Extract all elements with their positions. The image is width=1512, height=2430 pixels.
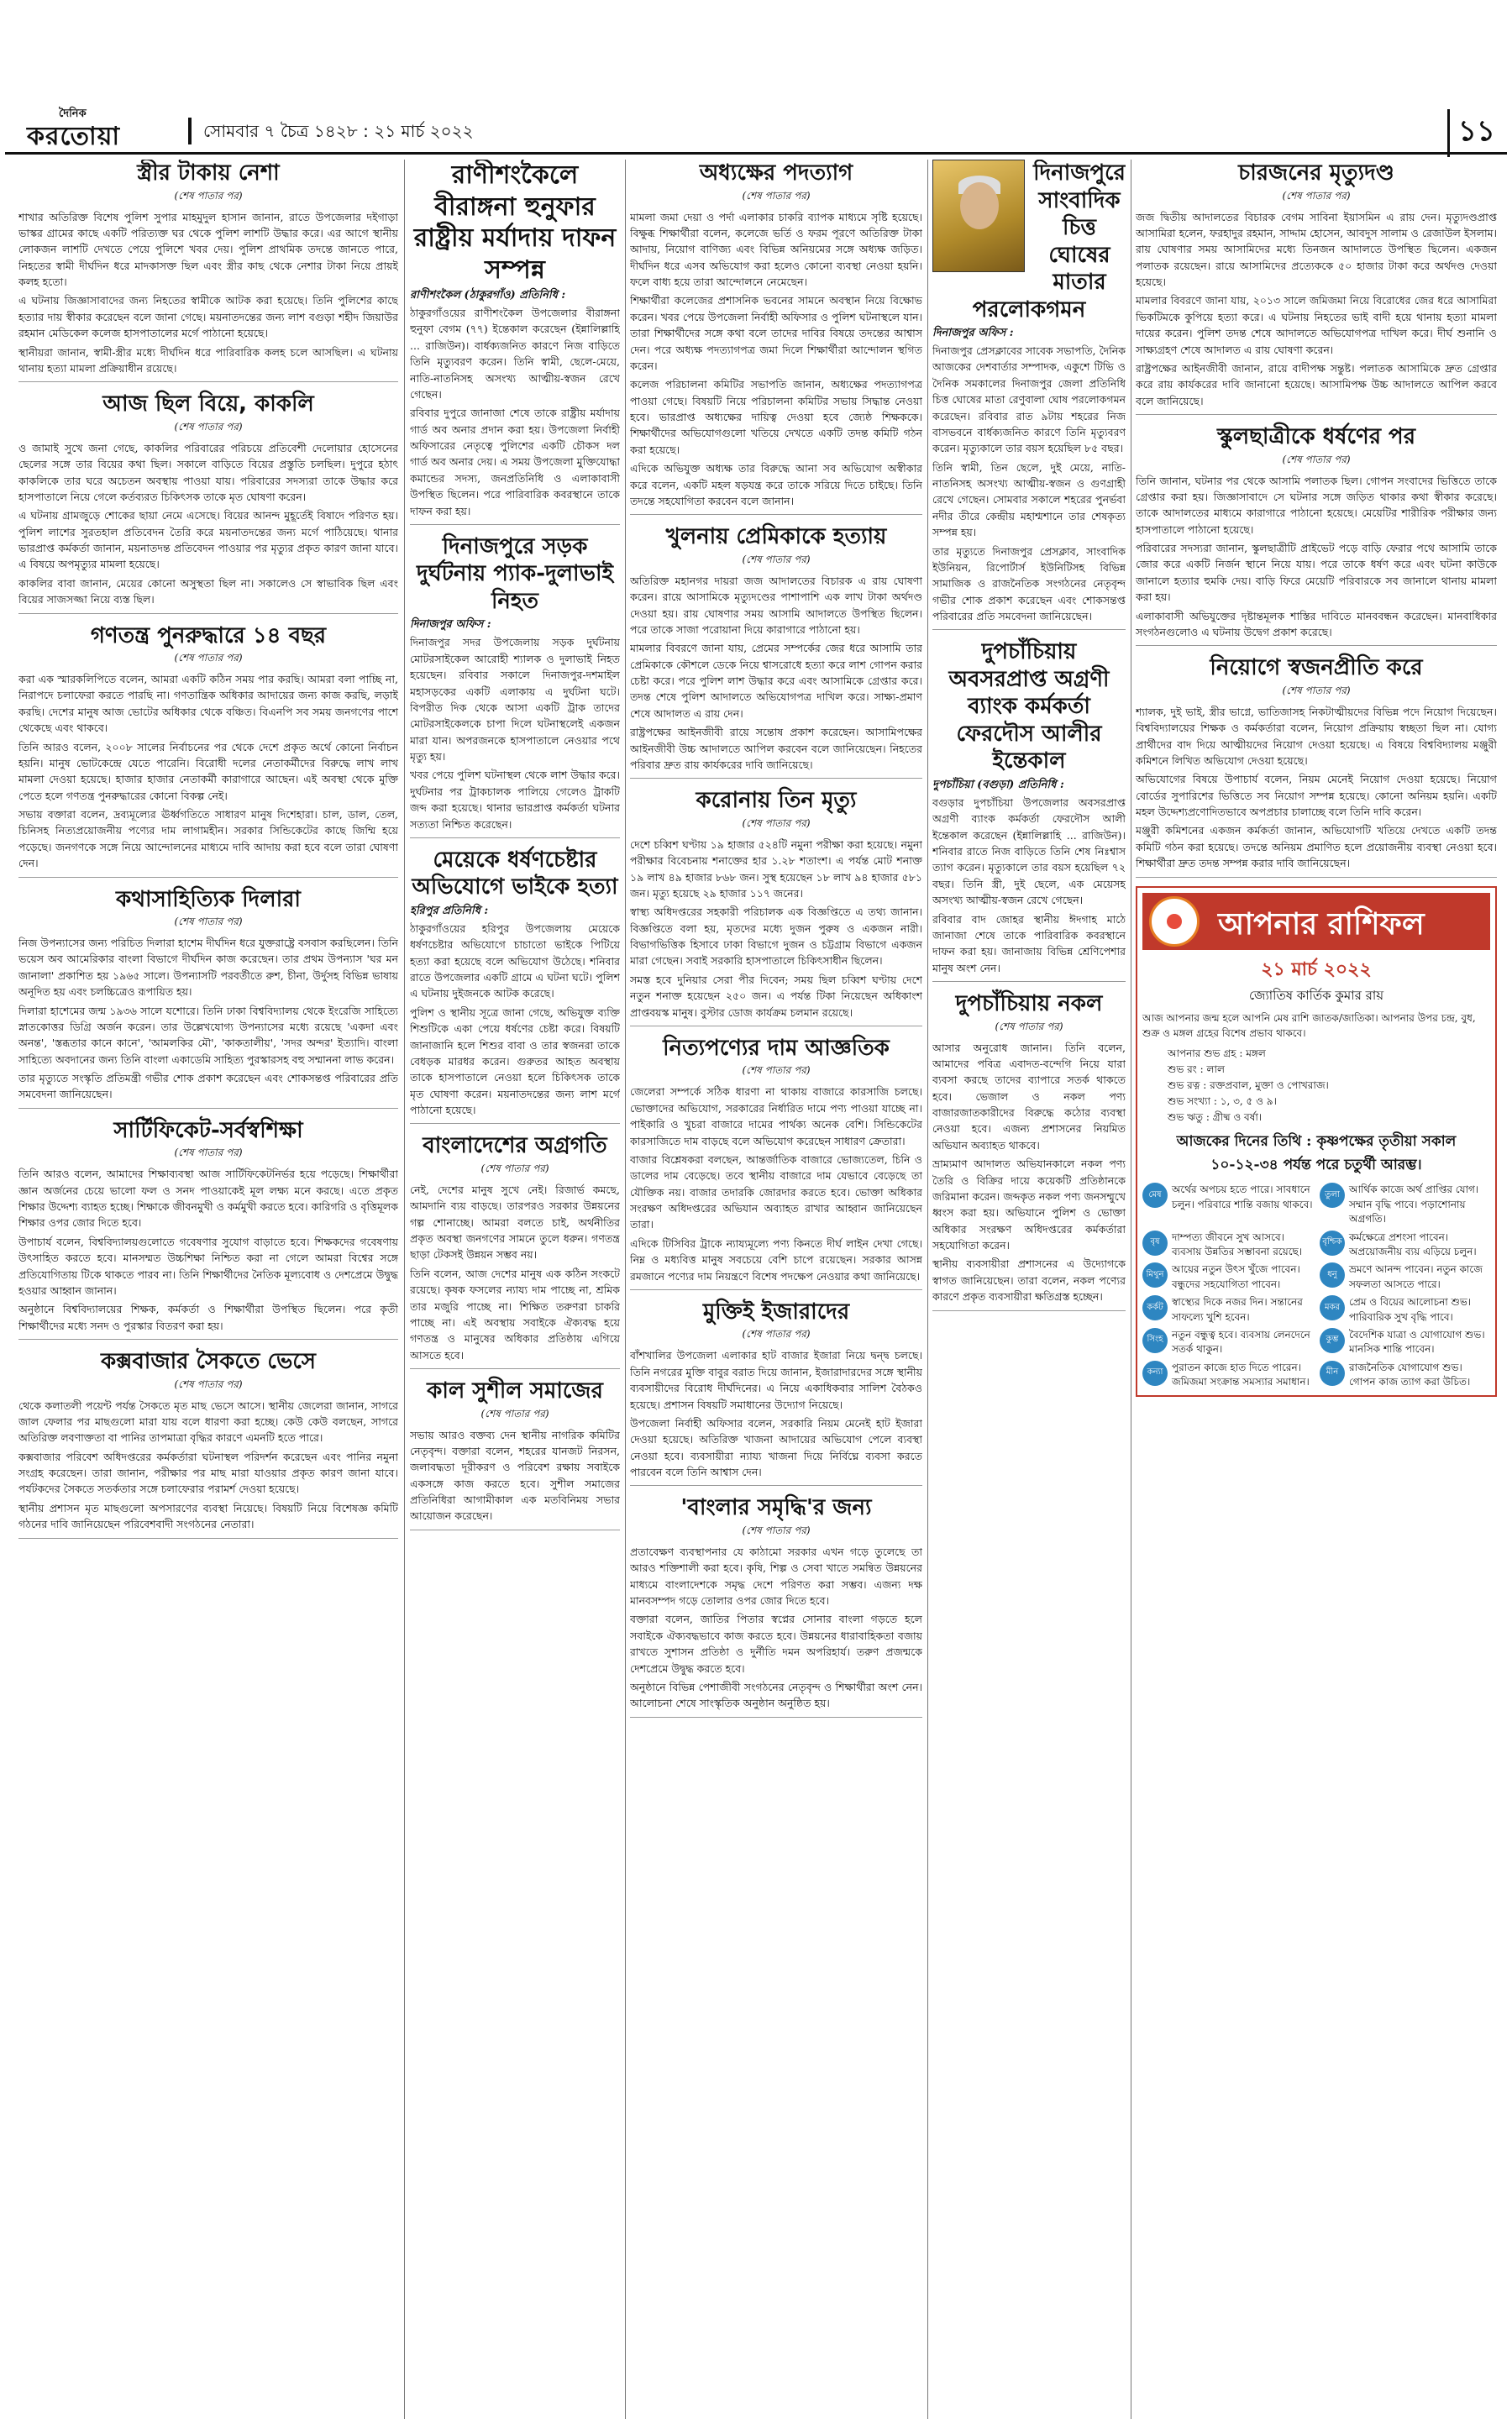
zodiac-wheel-icon [1149, 896, 1200, 947]
headline: দিনাজপুরে সাংবাদিক চিত্ত ঘোষের মাতার পরলোকগমন [972, 160, 1126, 323]
story-body [410, 1182, 620, 1363]
paragraph: জেলেরা সম্পর্কে সঠিক ধারণা না থাকায় বাজারে কারসাজি চলছে। ভোক্তাদের অভিযোগ, সরকারের নির্ধারিত দামে পণ্য পাওয়া যাচ্ছে না। পাইকারি ও খুচরা বাজারে দামের পার্থক্য অনেক বেশি। সিন্ডিকেটের কারসাজিতে দাম বাড়ছে বলে অভিযোগ করেছেন সাধারণ ক্রেতারা। [630, 1085, 922, 1147]
zodiac-sign-entry [1320, 1262, 1490, 1292]
news-story [18, 160, 398, 382]
paragraph: ভ্রাম্যমাণ আদালত অভিযানকালে নকল পণ্য তৈরি ও বিক্রির দায়ে কয়েকটি প্রতিষ্ঠানকে জরিমানা করেন। জব্দকৃত নকল পণ্য জনসম্মুখে ধ্বংস করা হয়। অভিযানে পুলিশ ও ভোক্তা অধিকার সংরক্ষণ অধিদপ্তরের কর্মকর্তারা সহযোগিতা করেন। [932, 1157, 1126, 1252]
continuation-note: (শেষ পাতার পর) [742, 189, 811, 202]
horoscope-date: ২১ মার্চ ২০২২ [1261, 958, 1372, 980]
zodiac-sign-icon: মীন [1320, 1361, 1345, 1386]
story-body [18, 209, 398, 377]
zodiac-sign-icon: বৃশ্চিক [1320, 1231, 1345, 1256]
planet-line: শুভ ঋতু : গ্রীষ্ম ও বর্ষা। [1168, 1111, 1263, 1124]
story-body [630, 1084, 922, 1284]
paragraph: স্থানীয় ব্যবসায়ীরা প্রশাসনের এ উদ্যোগকে স্বাগত জানিয়েছেন। তারা বলেন, নকল পণ্যের কারণে প্রকৃত ব্যবসায়ীরা ক্ষতিগ্রস্ত হচ্ছেন। [932, 1257, 1126, 1304]
paragraph: কক্সবাজার পরিবেশ অধিদপ্তরের কর্মকর্তারা ঘটনাস্থল পরিদর্শন করেছেন এবং পানির নমুনা সংগ্রহ করেছেন। তারা জানান, পরীক্ষার পর মাছ মারা যাওয়ার প্রকৃত কারণ জানা যাবে। পর্যটকদের সৈকতে সতর্কতার সঙ্গে চলাফেরার পরামর্শ দেওয়া হয়েছে। [18, 1450, 398, 1496]
headline: কাল সুশীল সমাজের [427, 1378, 603, 1404]
horoscope-title: আপনার রাশিফল [1218, 906, 1425, 942]
zodiac-sign-entry [1142, 1328, 1313, 1357]
zodiac-sign-icon: সিংহ [1142, 1328, 1168, 1353]
paragraph: দেশে চব্বিশ ঘণ্টায় ১৯ হাজার ৫২৪টি নমুনা পরীক্ষা করা হয়েছে। নমুনা পরীক্ষার বিবেচনায় শনাক্তের হার ১.২৮ শতাংশ। এ পর্যন্ত মোট শনাক্ত ১৯ লাখ ৪৯ হাজার ৮৬৮ জন। সুস্থ হয়েছেন ১৮ লাখ ৯৪ হাজার ৫৮১ জন। মৃত্যু হয়েছে ২৯ হাজার ১১৭ জনের। [630, 837, 922, 900]
paragraph: বাজার বিশ্লেষকরা বলছেন, আন্তর্জাতিক বাজারে ভোজ্যতেল, চিনি ও ডালের দাম বেড়েছে। তবে স্থানীয় বাজারে দাম যেভাবে বেড়েছে তা যৌক্তিক নয়। বাজার তদারকি জোরদার করতে হবে। ভোক্তা অধিকার সংরক্ষণ অধিদপ্তরের অভিযান অব্যাহত রাখার আহ্বান জানিয়েছেন তারা। [630, 1152, 922, 1231]
headline: চারজনের মৃত্যুদণ্ড [1238, 160, 1394, 186]
paragraph: স্থানীয় প্রশাসন মৃত মাছগুলো অপসারণের ব্যবস্থা নিয়েছে। বিষয়টি নিয়ে বিশেষজ্ঞ কমিটি গঠনের দাবি জানিয়েছেন পরিবেশবাদী সংগঠনের নেতারা। [18, 1501, 398, 1531]
paragraph: নেই, দেশের মানুষ সুখে নেই। রিজার্ভ কমছে, আমদানি ব্যয় বাড়ছে। তারপরও সরকার উন্নয়নের গল্প শোনাচ্ছে। আমরা বলতে চাই, অর্থনীতির প্রকৃত অবস্থা জনগণের সামনে তুলে ধরুন। গণতন্ত্র ছাড়া টেকসই উন্নয়ন সম্ভব নয়। [410, 1183, 620, 1262]
portrait-face [960, 182, 999, 229]
paragraph: দিনাজপুর প্রেসক্লাবের সাবেক সভাপতি, দৈনিক আজকের দেশবার্তার সম্পাদক, একুশে টিভি ও দৈনিক সমকালের দিনাজপুর জেলা প্রতিনিধি চিত্ত ঘোষের মাতা রেণুবালা ঘোষ পরলোকগমন করেছেন। রবিবার রাত ৯টায় শহরের নিজ বাসভবনে বার্ধক্যজনিত কারণে তিনি মৃত্যুবরণ করেন। মৃত্যুকালে তার বয়স হয়েছিল ৮৫ বছর। [932, 344, 1126, 455]
news-story [410, 1378, 620, 1530]
continuation-note: (শেষ পাতার পর) [480, 1162, 549, 1174]
zodiac-sign-entry [1320, 1183, 1490, 1226]
paragraph: তার মৃত্যুতে দিনাজপুর প্রেসক্লাব, সাংবাদিক ইউনিয়ন, রিপোর্টার্স ইউনিটিসহ বিভিন্ন সামাজিক ও রাজনৈতিক সংগঠনের নেতৃবৃন্দ গভীর শোক প্রকাশ করেছেন এবং শোকসন্তপ্ত পরিবারের প্রতি সমবেদনা জানিয়েছেন। [932, 544, 1126, 622]
column-rule [927, 160, 928, 2419]
portrait-photo [932, 160, 1025, 272]
news-story [630, 160, 922, 515]
paragraph: তিনি আরও বলেন, ২০০৮ সালের নির্বাচনের পর থেকে দেশে প্রকৃত অর্থে কোনো নির্বাচন হয়নি। মানুষ ভোটকেন্দ্রে যেতে পারেনি। বিরোধী দলের নেতাকর্মীদের বিরুদ্ধে লাখ লাখ মামলা দেওয়া হয়েছে। হাজার হাজার নেতাকর্মী কারাগারে আছেন। এই অবস্থা থেকে মুক্তি পেতে হলে গণতন্ত্র পুনরুদ্ধারের কোনো বিকল্প নেই। [18, 740, 398, 802]
horoscope-box [1136, 886, 1497, 1397]
continuation-note: (শেষ পাতার পর) [995, 1020, 1063, 1032]
column-rule [625, 160, 626, 2419]
planet-line: শুভ রত্ন : রক্তপ্রবাল, মুক্তা ও পোখরাজ। [1168, 1079, 1329, 1091]
column-3 [630, 160, 922, 2419]
news-story [18, 391, 398, 613]
zodiac-sign-text: বৈদেশিক যাত্রা ও যোগাযোগ শুভ। মানসিক শান্তি পাবেন। [1349, 1328, 1485, 1356]
zodiac-sign-icon: ধনু [1320, 1262, 1345, 1288]
continuation-note: (শেষ পাতার পর) [1282, 453, 1351, 465]
paragraph: উপাচার্য বলেন, বিশ্ববিদ্যালয়গুলোতে গবেষণার সুযোগ বাড়াতে হবে। শিক্ষকদের গবেষণায় উৎসাহিত করতে হবে। মানসম্মত উচ্চশিক্ষা নিশ্চিত করা না গেলে আমরা বিশ্বের সঙ্গে প্রতিযোগিতায় টিকে থাকতে পারব না। তিনি শিক্ষার্থীদের নৈতিক মূল্যবোধ ও দেশপ্রেমে উদ্বুদ্ধ হওয়ার আহ্বান জানান। [18, 1235, 398, 1297]
planet-line: শুভ রং : লাল [1168, 1063, 1225, 1075]
paragraph: থেকে কলাতলী পয়েন্ট পর্যন্ত সৈকতে মৃত মাছ ভেসে আসে। স্থানীয় জেলেরা জানান, সাগরে জাল ফেলার পর মাছগুলো মারা যায় বলে ধারণা করা হচ্ছে। কেউ কেউ বলছেন, সাগরে অতিরিক্ত লবণাক্ততা বা পানির তাপমাত্রা বৃদ্ধির কারণে এমনটি হতে পারে। [18, 1399, 398, 1445]
continuation-note: (শেষ পাতার পর) [174, 1147, 243, 1159]
news-story [932, 160, 1126, 630]
byline: হরিপুর প্রতিনিধি : [410, 904, 489, 917]
story-body [410, 1427, 620, 1525]
paragraph: নিজ উপন্যাসের জন্য পরিচিত দিলারা হাশেম দীর্ঘদিন ধরে যুক্তরাষ্ট্রে বসবাস করছিলেন। তিনি ভয়েস অব আমেরিকার বাংলা বিভাগে দীর্ঘদিন কাজ করেছেন। তার প্রথম উপন্যাস 'ঘর মন জানালা' প্রকাশিত হয় ১৯৬৫ সালে। উপন্যাসটি পরবর্তীতে রুশ, চীনা, উর্দুসহ বিভিন্ন ভাষায় অনূদিত হয় এবং চলচ্চিত্রেও রূপায়িত হয়। [18, 937, 398, 999]
news-story [18, 622, 398, 878]
paragraph: তিনি স্বামী, তিন ছেলে, দুই মেয়ে, নাতি-নাতনিসহ অসংখ্য আত্মীয়-স্বজন ও গুণগ্রাহী রেখে গেছেন। সোমবার সকালে শহরের পুনর্ভবা নদীর তীরে কেন্দ্রীয় মহাশ্মশানে তার শেষকৃত্য সম্পন্ন হয়। [932, 460, 1126, 539]
planet-line: শুভ সংখ্যা : ১, ৩, ৫ ও ৯। [1168, 1095, 1277, 1108]
news-story [410, 1132, 620, 1369]
zodiac-sign-entry [1142, 1183, 1313, 1226]
zodiac-sign-entry [1142, 1262, 1313, 1292]
news-story [410, 847, 620, 1125]
paragraph: উপজেলা নির্বাহী অফিসার বলেন, সরকারি নিয়ম মেনেই হাট ইজারা দেওয়া হয়েছে। অতিরিক্ত খাজনা আদায়ের অভিযোগ পেলে ব্যবস্থা নেওয়া হবে। ব্যবসায়ীরা ন্যায্য খাজনা দিয়ে নির্বিঘ্নে ব্যবসা করতে পারবেন বলে তিনি আশ্বাস দেন। [630, 1416, 922, 1478]
story-body [410, 903, 620, 1119]
zodiac-sign-text: নতুন বন্ধুত্ব হবে। ব্যবসায় লেনদেনে সতর্ক থাকুন। [1172, 1328, 1310, 1356]
continuation-note: (শেষ পাতার পর) [742, 553, 811, 565]
headline: স্ত্রীর টাকায় নেশা [137, 160, 280, 186]
zodiac-sign-icon: কর্কট [1142, 1295, 1168, 1320]
paragraph: শাখার অতিরিক্ত বিশেষ পুলিশ সুপার মাহমুদুল হাসান জানান, রাতে উপজেলার দইগাড়া ভাস্কর গ্রামের কাছে একটি পরিত্যক্ত ঘর থেকে পুলিশ লাশটি উদ্ধার করে। এর আগে স্থানীয় লোকজন লাশটি দেখতে পেয়ে পুলিশে খবর দেয়। পুলিশ প্রাথমিক তদন্তে জানতে পারে, নিহতের স্বামী দীর্ঘদিন ধরে মাদকাসক্ত ছিল এবং স্ত্রীর কাছ থেকে নেশার টাকা নিয়ে প্রায়ই কলহ হতো। [18, 210, 398, 288]
paragraph: ঠাকুরগাঁওয়ের হরিপুর উপজেলায় মেয়েকে ধর্ষণচেষ্টার অভিযোগে চাচাতো ভাইকে পিটিয়ে হত্যা করা হয়েছে বলে অভিযোগ উঠেছে। শনিবার রাতে উপজেলার একটি গ্রামে এ ঘটনা ঘটে। পুলিশ এ ঘটনায় দুইজনকে আটক করেছে। [410, 921, 620, 1000]
news-story [932, 638, 1126, 982]
paragraph: অভিযোগের বিষয়ে উপাচার্য বলেন, নিয়ম মেনেই নিয়োগ দেওয়া হয়েছে। নিয়োগ বোর্ডের সুপারিশের ভিত্তিতে সব নিয়োগ সম্পন্ন হয়েছে। কোনো অনিয়ম হয়নি। একটি মহল উদ্দেশ্যপ্রণোদিতভাবে অপপ্রচার চালাচ্ছে বলে তিনি দাবি করেন। [1136, 773, 1497, 818]
paragraph: ঠাকুরগাঁওয়ের রাণীশংকৈল উপজেলার বীরাঙ্গনা হুনুফা বেগম (৭৭) ইন্তেকাল করেছেন (ইন্নালিল্লাহি ... রাজিউন)। বার্ধক্যজনিত কারণে নিজ বাড়িতে তিনি মৃত্যুবরণ করেন। তিনি স্বামী, ছেলে-মেয়ে, নাতি-নাতনিসহ অসংখ্য আত্মীয়-স্বজন রেখে গেছেন। [410, 307, 620, 401]
paragraph: মামলার বিবরণে জানা যায়, ২০১৩ সালে জমিজমা নিয়ে বিরোধের জের ধরে আসামিরা ভিকটিমকে কুপিয়ে হত্যা করে। এ ঘটনায় নিহতের ভাই বাদী হয়ে থানায় হত্যা মামলা দায়ের করেন। পুলিশ তদন্ত শেষে আদালতে অভিযোগপত্র দাখিল করে। দীর্ঘ শুনানি ও সাক্ষ্যগ্রহণ শেষে আদালত এ রায় ঘোষণা করেন। [1136, 294, 1497, 356]
zodiac-sign-text: প্রেম ও বিয়ের আলোচনা শুভ। পারিবারিক সুখ বৃদ্ধি পাবে। [1349, 1296, 1472, 1323]
headline: আজ ছিল বিয়ে, কাকলি [102, 391, 314, 417]
continuation-note: (শেষ পাতার পর) [480, 1407, 549, 1420]
paragraph: মামলার বিবরণে জানা যায়, প্রেমের সম্পর্কের জের ধরে আসামি তার প্রেমিকাকে কৌশলে ডেকে নিয়ে শ্বাসরোধে হত্যা করে লাশ গোপন করার চেষ্টা করে। পরে পুলিশ লাশ উদ্ধার করে এবং আসামিকে গ্রেপ্তার করে। তদন্ত শেষে পুলিশ আদালতে অভিযোগপত্র দাখিল করে। সাক্ষ্য-প্রমাণ শেষে আদালত এ রায় দেন। [630, 642, 922, 720]
story-body [18, 1166, 398, 1334]
zodiac-sign-entry [1320, 1328, 1490, 1357]
column-4 [932, 160, 1126, 2419]
dateline: সোমবার ৭ চৈত্র ১৪২৮ : ২১ মার্চ ২০২২ [203, 121, 474, 141]
paragraph: এদিকে টিসিবির ট্রাকে ন্যায্যমূল্যে পণ্য কিনতে দীর্ঘ লাইন দেখা গেছে। নিম্ন ও মধ্যবিত্ত মানুষ সবচেয়ে বেশি চাপে রয়েছেন। সরকার আসন্ন রমজানে পণ্যের দাম নিয়ন্ত্রণে বিশেষ পদক্ষেপ নেওয়ার কথা জানিয়েছে। [630, 1236, 922, 1283]
continuation-note: (শেষ পাতার পর) [1282, 189, 1351, 202]
paragraph: রাষ্ট্রপক্ষের আইনজীবী রায়ে সন্তোষ প্রকাশ করেছেন। আসামিপক্ষের আইনজীবী উচ্চ আদালতে আপিল করবেন বলে জানিয়েছেন। নিহতের পরিবার দ্রুত রায় কার্যকরের দাবি জানিয়েছে। [630, 726, 922, 771]
continuation-note: (শেষ পাতার পর) [742, 816, 811, 829]
paragraph: এ ঘটনায় জিজ্ঞাসাবাদের জন্য নিহতের স্বামীকে আটক করা হয়েছে। তিনি পুলিশের কাছে হত্যার দায় স্বীকার করেছেন বলে জানা গেছে। ময়নাতদন্তের জন্য লাশ বগুড়া শহীদ জিয়াউর রহমান মেডিকেল কলেজ হাসপাতালের মর্গে পাঠানো হয়েছে। [18, 294, 398, 340]
paragraph: শিক্ষার্থীরা কলেজের প্রশাসনিক ভবনের সামনে অবস্থান নিয়ে বিক্ষোভ করেন। খবর পেয়ে উপজেলা নির্বাহী অফিসার ও পুলিশ ঘটনাস্থলে যান। তারা শিক্ষার্থীদের সঙ্গে কথা বলে তাদের দাবির বিষয়ে তদন্তের আশ্বাস দেন। পরে অধ্যক্ষ পদত্যাগপত্র জমা দিলে শিক্ষার্থীরা আন্দোলন স্থগিত করেন। [630, 294, 922, 372]
paragraph: রবিবার বাদ জোহর স্থানীয় ঈদগাহ মাঠে জানাজা শেষে তাকে পারিবারিক কবরস্থানে দাফন করা হয়। জানাজায় বিভিন্ন শ্রেণিপেশার মানুষ অংশ নেন। [932, 912, 1126, 974]
headline: সার্টিফিকেট-সর্বস্বশিক্ষা [113, 1117, 303, 1143]
news-story [630, 523, 922, 779]
byline: দিনাজপুর অফিস : [932, 327, 1014, 339]
story-body [630, 209, 922, 510]
headline: দুপচাঁচিয়ায় নকল [955, 991, 1103, 1016]
paragraph: স্বাস্থ্য অধিদপ্তরের সহকারী পরিচালক এক বিজ্ঞপ্তিতে এ তথ্য জানান। বিজ্ঞপ্তিতে বলা হয়, মৃতদের মধ্যে দুজন পুরুষ ও একজন নারী। বিভাগভিত্তিক হিসাবে ঢাকা বিভাগে দুজন ও চট্টগ্রাম বিভাগে একজন মারা গেছেন। সবাই সরকারি হাসপাতালে চিকিৎসাধীন ছিলেন। [630, 905, 922, 968]
headline: খুলনায় প্রেমিকাকে হত্যায় [665, 524, 887, 550]
zodiac-sign-entry [1142, 1231, 1313, 1260]
paragraph: কাকলির বাবা জানান, মেয়ের কোনো অসুস্থতা ছিল না। সকালেও সে স্বাভাবিক ছিল এবং বিয়ের সাজসজ্জা নিয়ে ব্যস্ত ছিল। [18, 576, 398, 606]
headline: নিয়োগে স্বজনপ্রীতি করে [1210, 655, 1423, 681]
paragraph: তিনি বলেন, আজ দেশের মানুষ এক কঠিন সংকটে রয়েছে। কৃষক ফসলের ন্যায্য দাম পাচ্ছে না, শ্রমিক তার মজুরি পাচ্ছে না। শিক্ষিত তরুণরা চাকরি পাচ্ছে না। এই অবস্থায় সবাইকে ঐক্যবদ্ধ হয়ে গণতন্ত্র ও মানুষের অধিকার প্রতিষ্ঠায় এগিয়ে আসতে হবে। [410, 1267, 620, 1362]
headline: স্কুলছাত্রীকে ধর্ষণের পর [1216, 424, 1415, 449]
headline: কক্সবাজার সৈকতে ভেসে [101, 1349, 316, 1374]
paragraph: খবর পেয়ে পুলিশ ঘটনাস্থল থেকে লাশ উদ্ধার করে। দুর্ঘটনার পর ট্রাকচালক পালিয়ে গেলেও ট্রাকটি জব্দ করা হয়েছে। থানার ভারপ্রাপ্ত কর্মকর্তা ঘটনার সত্যতা নিশ্চিত করেছেন। [410, 769, 620, 831]
paragraph: তিনি আরও বলেন, আমাদের শিক্ষাব্যবস্থা আজ সার্টিফিকেটনির্ভর হয়ে পড়েছে। শিক্ষার্থীরা জ্ঞান অর্জনের চেয়ে ভালো ফল ও সনদ পাওয়াকেই মূল লক্ষ্য মনে করছে। এতে প্রকৃত শিক্ষার উদ্দেশ্য ব্যাহত হচ্ছে। শিক্ষাকে জীবনমুখী ও কর্মমুখী করতে হবে। কারিগরি ও বৃত্তিমূলক শিক্ষার ওপর জোর দিতে হবে। [18, 1168, 398, 1230]
zodiac-signs-grid [1142, 1183, 1490, 1389]
horoscope-author: জ্যোতিষ কার্তিক কুমার রায় [1248, 987, 1384, 1003]
paragraph: এদিকে অভিযুক্ত অধ্যক্ষ তার বিরুদ্ধে আনা সব অভিযোগ অস্বীকার করে বলেন, একটি মহল ষড়যন্ত্র করে তাকে সরিয়ে দিতে চাইছে। তিনি তদন্তে সহযোগিতা করবেন বলে জানান। [630, 462, 922, 507]
zodiac-sign-icon: তুলা [1320, 1183, 1345, 1208]
headline: রাণীশংকৈলে বীরাঙ্গনা হুনুফার রাষ্ট্রীয় মর্যাদায় দাফন সম্পন্ন [413, 160, 617, 285]
news-story [18, 1117, 398, 1340]
horoscope-intro: আজ আপনার জন্ম হলে আপনি মেষ রাশি জাতক/জাতিকা। আপনার উপর চন্দ্র, বুধ, শুক্র ও মঙ্গল গ্রহের বিশেষ প্রভাব থাকবে। [1142, 1011, 1476, 1039]
zodiac-sign-text: অর্থের অপচয় হতে পারে। সাবধানে চলুন। পরিবারে শান্তি বজায় থাকবে। [1172, 1184, 1313, 1210]
news-story [1136, 654, 1497, 877]
paragraph: স্থানীয়রা জানান, স্বামী-স্ত্রীর মধ্যে দীর্ঘদিন ধরে পারিবারিক কলহ চলে আসছিল। এ ঘটনায় থানায় হত্যা মামলা প্রক্রিয়াধীন রয়েছে। [18, 345, 398, 375]
news-story [18, 886, 398, 1109]
continuation-note: (শেষ পাতার পর) [174, 420, 243, 433]
byline: দুপচাঁচিয়া (বগুড়া) প্রতিনিধি : [932, 778, 1064, 791]
headline: নিত্যপণ্যের দাম আজ্ঞতিক [663, 1035, 890, 1061]
headline: অধ্যক্ষের পদত্যাগ [699, 160, 853, 186]
zodiac-sign-text: কর্মক্ষেত্রে প্রশংসা পাবেন। অপ্রয়োজনীয় ব্যয় এড়িয়ে চলুন। [1349, 1231, 1477, 1257]
paragraph: মঞ্জুরী কমিশনের একজন কর্মকর্তা জানান, অভিযোগটি খতিয়ে দেখতে একটি তদন্ত কমিটি গঠন করা হয়েছে। তদন্তে অনিয়ম প্রমাণিত হলে প্রয়োজনীয় ব্যবস্থা নেওয়া হবে। শিক্ষার্থীরা দ্রুত তদন্ত সম্পন্ন করার দাবি জানিয়েছেন। [1136, 824, 1497, 870]
byline: রাণীশংকৈল (ঠাকুরগাঁও) প্রতিনিধি : [410, 289, 566, 302]
horoscope-header [1142, 893, 1490, 950]
news-story [630, 1299, 922, 1487]
zodiac-sign-icon: মেষ [1142, 1183, 1168, 1208]
paragraph: জজ দ্বিতীয় আদালতের বিচারক বেগম সাবিনা ইয়াসমিন এ রায় দেন। মৃত্যুদণ্ডপ্রাপ্ত আসামিরা হলেন, ফরহাদুর রহমান, সাদ্দাম হোসেন, আবদুস সালাম ও রেজাউল ইসলাম। রায় ঘোষণার সময় আসামিদের মধ্যে তিনজন আদালতে উপস্থিত ছিলেন। একজন পলাতক রয়েছেন। রায়ে আসামিদের প্রত্যেককে ৫০ হাজার টাকা করে অর্থদণ্ড দেওয়া হয়েছে। [1136, 210, 1497, 288]
continuation-note: (শেষ পাতার পর) [174, 652, 243, 664]
news-story [1136, 160, 1497, 415]
column-rule [404, 160, 405, 2419]
news-story [630, 1035, 922, 1290]
paragraph: দিনাজপুর সদর উপজেলায় সড়ক দুর্ঘটনায় মোটরসাইকেল আরোহী শ্যালক ও দুলাভাই নিহত হয়েছেন। রবিবার সকালে দিনাজপুর-দশমাইল মহাসড়কের একটি এলাকায় এ দুর্ঘটনা ঘটে। বিপরীত দিক থেকে আসা একটি ট্রাক তাদের মোটরসাইকেলকে চাপা দিলে ঘটনাস্থলেই একজন মারা যান। অপরজনকে হাসপাতালে নেওয়ার পথে মৃত্যু হয়। [410, 636, 620, 763]
paragraph: পরিবারের সদস্যরা জানান, স্কুলছাত্রীটি প্রাইভেট পড়ে বাড়ি ফেরার পথে আসামি তাকে জোর করে একটি নির্জন স্থানে নিয়ে যায়। পরে তাকে ধর্ষণ করে এবং ঘটনা কাউকে জানালে হত্যার হুমকি দেয়। বাড়ি ফিরে মেয়েটি পরিবারকে সব জানালে থানায় মামলা করা হয়। [1136, 542, 1497, 604]
story-body [630, 1347, 922, 1480]
column-2 [410, 160, 620, 2419]
news-story [18, 1348, 398, 1539]
headline: মুক্তিই ইজারাদের [702, 1299, 850, 1325]
paragraph: অনুষ্ঠানে বিভিন্ন পেশাজীবী সংগঠনের নেতৃবৃন্দ ও শিক্ষার্থীরা অংশ নেন। আলোচনা শেষে সাংস্কৃতিক অনুষ্ঠান অনুষ্ঠিত হয়। [630, 1680, 922, 1710]
horoscope-day-info: আজকের দিনের তিথি : কৃষ্ণপক্ষের তৃতীয়া সকাল ১০-১২-৩৪ পর্যন্ত পরে চতুর্থী আরম্ভ। [1176, 1133, 1457, 1174]
zodiac-sign-text: আর্থিক কাজে অর্থ প্রাপ্তির যোগ। সম্মান বৃদ্ধি পাবে। পড়াশোনায় অগ্রগতি। [1349, 1184, 1479, 1225]
headline: 'বাংলার সমৃদ্ধি'র জন্য [680, 1495, 872, 1521]
zodiac-sign-text: আয়ের নতুন উৎস খুঁজে পাবেন। বন্ধুদের সহযোগিতা পাবেন। [1172, 1263, 1300, 1290]
news-story [630, 1494, 922, 1717]
logo-daily-label: দৈনিক [59, 108, 87, 120]
story-body [18, 671, 398, 872]
story-body [932, 325, 1126, 624]
news-story [410, 533, 620, 838]
byline: দিনাজপুর অফিস : [410, 618, 491, 632]
continuation-note: (শেষ পাতার পর) [174, 916, 243, 927]
paragraph: করা এক স্মারকলিপিতে বলেন, আমরা একটি কঠিন সময় পার করছি। আমরা বলা পাচ্ছি না, নিরাপদে চলাফেরা করতে পারছি না। গণতান্ত্রিক অধিকার আদায়ের জন্য কাজ করছি, লড়াই করছি। দেশের মানুষ আজ ভোটের অধিকার থেকে বঞ্চিত। বিএনপি সব সময় জনগণের পাশে থেকেছে এবং থাকবে। [18, 673, 398, 735]
zodiac-sign-entry [1320, 1361, 1490, 1390]
headline: কথাসাহিত্যিক দিলারা [116, 886, 301, 912]
news-story [410, 160, 620, 525]
planet-line: আপনার শুভ গ্রহ : মঙ্গল [1168, 1047, 1266, 1059]
zodiac-sign-icon: কন্যা [1142, 1361, 1168, 1386]
paragraph: শ্যালক, দুই ভাই, স্ত্রীর ভাগ্নে, ভাতিজাসহ নিকটাত্মীয়দের বিভিন্ন পদে নিয়োগ দিয়েছেন। বিশ্ববিদ্যালয়ের শিক্ষক ও কর্মকর্তারা বলেন, নিয়োগ প্রক্রিয়ায় স্বচ্ছতা ছিল না। যোগ্য প্রার্থীদের বাদ দিয়ে আত্মীয়দের নিয়োগ দেওয়া হয়েছে। এ বিষয়ে বিশ্ববিদ্যালয় মঞ্জুরী কমিশনে লিখিত অভিযোগ দেওয়া হয়েছে। [1136, 705, 1497, 767]
paragraph: বগুড়ার দুপচাঁচিয়া উপজেলার অবসরপ্রাপ্ত অগ্রণী ব্যাংক কর্মকর্তা ফেরদৌস আলী ইন্তেকাল করেছেন (ইন্নালিল্লাহি ... রাজিউন)। শনিবার রাতে নিজ বাড়িতে তিনি শেষ নিঃশ্বাস ত্যাগ করেন। মৃত্যুকালে তার বয়স হয়েছিল ৭২ বছর। তিনি স্ত্রী, দুই ছেলে, এক মেয়েসহ অসংখ্য আত্মীয়-স্বজন রেখে গেছেন। [932, 795, 1126, 907]
paragraph: অনুষ্ঠানে বিশ্ববিদ্যালয়ের শিক্ষক, কর্মকর্তা ও শিক্ষার্থীরা উপস্থিত ছিলেন। পরে কৃতী শিক্ষার্থীদের মধ্যে সনদ ও পুরস্কার বিতরণ করা হয়। [18, 1303, 398, 1332]
continuation-note: (শেষ পাতার পর) [1282, 684, 1351, 696]
headline: দিনাজপুরে সড়ক দুর্ঘটনায় প্যাক-দুলাভাই নিহত [416, 533, 614, 614]
story-body [630, 837, 922, 1021]
zodiac-sign-icon: বৃষ [1142, 1231, 1168, 1256]
paragraph: প্রতাবেক্ষণ ব্যবস্থাপনার যে কাঠামো সরকার এখন গড়ে তুলেছে তা আরও শক্তিশালী করা হবে। কৃষি, শিল্প ও সেবা খাতে সমন্বিত উন্নয়নের মাধ্যমে বাংলাদেশকে সমৃদ্ধ দেশে পরিণত করা সম্ভব। এজন্য দক্ষ মানবসম্পদ গড়ে তোলার ওপর জোর দিতে হবে। [630, 1545, 922, 1607]
continuation-note: (শেষ পাতার পর) [742, 1064, 811, 1077]
headline: বাংলাদেশের অগ্রগতি [423, 1133, 607, 1159]
column-5 [1136, 160, 1497, 2419]
story-body [18, 440, 398, 608]
headline: করোনায় তিন মৃত্যু [696, 788, 857, 814]
masthead [5, 106, 1507, 155]
story-body [630, 573, 922, 774]
zodiac-sign-text: রাজনৈতিক যোগাযোগ শুভ। গোপন কাজ ত্যাগ করা উচিত। [1349, 1361, 1471, 1388]
story-body [630, 1544, 922, 1712]
column-1 [18, 160, 398, 2419]
story-body [932, 1040, 1126, 1305]
zodiac-sign-text: দাম্পত্য জীবনে সুখ আসবে। ব্যবসায় উন্নতির সম্ভাবনা রয়েছে। [1172, 1231, 1303, 1257]
paragraph: মামলা জমা দেয়া ও পর্দা এলাকার চাকরি ব্যাপক মাধ্যমে সৃষ্টি হয়েছে। বিক্ষুব্ধ শিক্ষার্থীরা বলেন, কলেজে ভর্তি ও ফরম পূরণে অতিরিক্ত টাকা আদায়, নিয়োগ বাণিজ্য এবং বিভিন্ন অনিয়মের সঙ্গে অধ্যক্ষ জড়িত। দীর্ঘদিন ধরে এসব অভিযোগ করা হলেও কোনো ব্যবস্থা নেওয়া হয়নি। ফলে বাধ্য হয়ে তারা আন্দোলনে নেমেছেন। [630, 210, 922, 288]
horoscope-planets [1142, 1046, 1490, 1126]
story-body [1136, 473, 1497, 641]
paragraph: রাষ্ট্রপক্ষের আইনজীবী জানান, রায়ে বাদীপক্ষ সন্তুষ্ট। পলাতক আসামিকে দ্রুত গ্রেপ্তার করে রায় কার্যকরের দাবি জানানো হয়েছে। আসামিপক্ষ উচ্চ আদালতে আপিল করবে বলে জানিয়েছে। [1136, 361, 1497, 407]
story-body [1136, 209, 1497, 410]
story-body [932, 777, 1126, 976]
paragraph: রবিবার দুপুরে জানাজা শেষে তাকে রাষ্ট্রীয় মর্যাদায় গার্ড অব অনার প্রদান করা হয়। উপজেলা নির্বাহী অফিসারের নেতৃত্বে পুলিশের একটি চৌকস দল গার্ড অব অনার দেয়। এ সময় উপজেলা মুক্তিযোদ্ধা কমান্ডের সদস্য, জনপ্রতিনিধি ও এলাকাবাসী উপস্থিত ছিলেন। পরে পারিবারিক কবরস্থানে তাকে দাফন করা হয়। [410, 407, 620, 517]
headline: মেয়েকে ধর্ষণচেষ্টার অভিযোগে ভাইকে হত্যা [412, 847, 618, 900]
paragraph: দিলারা হাশেমের জন্ম ১৯৩৬ সালে যশোরে। তিনি ঢাকা বিশ্ববিদ্যালয় থেকে ইংরেজি সাহিত্যে স্নাতকোত্তর ডিগ্রি অর্জন করেন। তার উল্লেখযোগ্য উপন্যাসের মধ্যে রয়েছে 'একদা এবং অনন্ত', 'স্তব্ধতার কানে কানে', 'আমলকির মৌ', 'কাকতালীয়', 'সদর অন্দর' ইত্যাদি। বাংলা সাহিত্যে অবদানের জন্য তিনি বাংলা একাডেমি সাহিত্য পুরস্কারসহ বহু সম্মাননা লাভ করেন। [18, 1004, 398, 1066]
paragraph: তিনি জানান, ঘটনার পর থেকে আসামি পলাতক ছিল। গোপন সংবাদের ভিত্তিতে তাকে গ্রেপ্তার করা হয়। জিজ্ঞাসাবাদে সে ঘটনার সঙ্গে জড়িত থাকার কথা স্বীকার করেছে। তাকে আদালতের মাধ্যমে কারাগারে পাঠানো হয়েছে। মেয়েটির শারীরিক পরীক্ষার জন্য হাসপাতালে পাঠানো হয়েছে। [1136, 474, 1497, 536]
zodiac-sign-entry [1142, 1361, 1313, 1390]
zodiac-sign-icon: কুম্ভ [1320, 1328, 1345, 1353]
paragraph: বাঁশখালির উপজেলা এলাকার হাট বাজার ইজারা নিয়ে দ্বন্দ্ব চলছে। তিনি নগরের মুক্তি বাবুর বরাত দিয়ে জানান, ইজারাদারদের সঙ্গে স্থানীয় ব্যবসায়ীদের বিরোধ দীর্ঘদিনের। এ নিয়ে একাধিকবার সালিশ বৈঠকও হয়েছে। প্রশাসন বিষয়টি সমাধানের উদ্যোগ নিয়েছে। [630, 1349, 922, 1411]
continuation-note: (শেষ পাতার পর) [742, 1524, 811, 1536]
paragraph: এলাকাবাসী অভিযুক্তের দৃষ্টান্তমূলক শাস্তির দাবিতে মানববন্ধন করেছেন। মানবাধিকার সংগঠনগুলোও এ ঘটনায় উদ্বেগ প্রকাশ করেছে। [1136, 609, 1497, 638]
zodiac-sign-entry [1320, 1295, 1490, 1325]
paragraph: পুলিশ ও স্থানীয় সূত্রে জানা গেছে, অভিযুক্ত ব্যক্তি শিশুটিকে একা পেয়ে ধর্ষণের চেষ্টা করে। বিষয়টি জানাজানি হলে শিশুর বাবা ও তার স্বজনরা তাকে বেধড়ক মারধর করেন। গুরুতর আহত অবস্থায় তাকে হাসপাতালে নেওয়া হলে চিকিৎসক তাকে মৃত ঘোষণা করেন। ময়নাতদন্তের জন্য লাশ মর্গে পাঠানো হয়েছে। [410, 1005, 620, 1116]
continuation-note: (শেষ পাতার পর) [174, 1378, 243, 1390]
continuation-note: (শেষ পাতার পর) [742, 1328, 811, 1341]
paragraph: আসার অনুরোধ জানান। তিনি বলেন, আমাদের পবিত্র এবাদত-বন্দেগি নিয়ে যারা ব্যবসা করছে তাদের ব্যাপারে সতর্ক থাকতে হবে। ভেজাল ও নকল পণ্য বাজারজাতকারীদের বিরুদ্ধে কঠোর ব্যবস্থা নেওয়া হবে। এজন্য প্রশাসনের নিয়মিত অভিযান অব্যাহত থাকবে। [932, 1041, 1126, 1152]
logo-title: করতোয়া [27, 122, 121, 151]
story-body [410, 617, 620, 832]
newspaper-logo [20, 106, 180, 153]
zodiac-sign-entry [1320, 1231, 1490, 1260]
news-story [630, 787, 922, 1026]
continuation-note: (শেষ পাতার পর) [174, 189, 243, 202]
paragraph: এ ঘটনায় গ্রামজুড়ে শোকের ছায়া নেমে এসেছে। বিয়ের আনন্দ মুহূর্তেই বিষাদে পরিণত হয়। পুলিশ লাশের সুরতহাল প্রতিবেদন তৈরি করে ময়নাতদন্তের জন্য মর্গে পাঠিয়েছে। থানার ভারপ্রাপ্ত কর্মকর্তা জানান, ময়নাতদন্ত প্রতিবেদন পাওয়ার পর মৃত্যুর প্রকৃত কারণ জানা যাবে। এ বিষয়ে অপমৃত্যুর মামলা হয়েছে। [18, 509, 398, 571]
headline: দুপচাঁচিয়ায় অবসরপ্রাপ্ত অগ্রণী ব্যাংক কর্মকর্তা ফেরদৌস আলীর ইন্তেকাল [948, 639, 1110, 774]
zodiac-sign-entry [1142, 1295, 1313, 1325]
paragraph: সভায় বক্তারা বলেন, দ্রব্যমূল্যের ঊর্ধ্বগতিতে সাধারণ মানুষ দিশেহারা। চাল, ডাল, তেল, চিনিসহ নিত্যপ্রয়োজনীয় পণ্যের দাম লাগামহীন। সরকার সিন্ডিকেটের কাছে জিম্মি হয়ে পড়েছে। জনগণকে সঙ্গে নিয়ে আন্দোলনের মাধ্যমে দাবি আদায় করা হবে বলে তারা ঘোষণা দেন। [18, 808, 398, 870]
paragraph: তার মৃত্যুতে সংস্কৃতি প্রতিমন্ত্রী গভীর শোক প্রকাশ করেছেন এবং শোকসন্তপ্ত পরিবারের প্রতি সমবেদনা জানিয়েছেন। [18, 1072, 398, 1101]
zodiac-sign-icon: মিথুন [1142, 1262, 1168, 1288]
story-body [410, 287, 620, 519]
zodiac-sign-text: স্বাস্থ্যের দিকে নজর দিন। সন্তানের সাফল্যে খুশি হবেন। [1172, 1296, 1303, 1323]
paragraph: ও জামাই সুখে জনা গেছে, কাকলির পরিবারের পরিচয়ে প্রতিবেশী দেলোয়ার হোসেনের ছেলের সঙ্গে তার বিয়ের কথা ছিল। সকালে বাড়িতে বিয়ের প্রস্তুতি চলছিল। দুপুরে হঠাৎ কাকলিকে তার ঘরে অচেতন অবস্থায় পাওয়া যায়। পরিবারের সদস্যরা তাকে উদ্ধার করে হাসপাতালে নিয়ে গেলে কর্তব্যরত চিকিৎসক তাকে মৃত ঘোষণা করেন। [18, 441, 398, 503]
zodiac-sign-text: ভ্রমণে আনন্দ পাবেন। নতুন কাজে সফলতা আসতে পারে। [1349, 1263, 1483, 1290]
masthead-divider [188, 118, 192, 144]
paragraph: কলেজ পরিচালনা কমিটির সভাপতি জানান, অধ্যক্ষের পদত্যাগপত্র পাওয়া গেছে। বিষয়টি নিয়ে পরিচালনা কমিটির সভায় সিদ্ধান্ত নেওয়া হবে। ভারপ্রাপ্ত অধ্যক্ষের দায়িত্ব দেওয়া হবে জ্যেষ্ঠ শিক্ষককে। শিক্ষার্থীদের অভিযোগগুলো খতিয়ে দেখতে একটি তদন্ত কমিটি গঠন করা হয়েছে। [630, 378, 922, 456]
story-body [1136, 704, 1497, 872]
news-story [1136, 423, 1497, 646]
paragraph: বক্তারা বলেন, জাতির পিতার স্বপ্নের সোনার বাংলা গড়তে হলে সবাইকে ঐক্যবদ্ধভাবে কাজ করতে হবে। উন্নয়নের ধারাবাহিকতা বজায় রাখতে সুশাসন প্রতিষ্ঠা ও দুর্নীতি দমন অপরিহার্য। তরুণ প্রজন্মকে দেশপ্রেমে উদ্বুদ্ধ করতে হবে। [630, 1613, 922, 1675]
zodiac-sign-icon: মকর [1320, 1295, 1345, 1320]
headline: গণতন্ত্র পুনরুদ্ধারে ১৪ বছর [90, 622, 327, 648]
paragraph: সভায় আরও বক্তব্য দেন স্থানীয় নাগরিক কমিটির নেতৃবৃন্দ। বক্তারা বলেন, শহরের যানজট নিরসন, জলাবদ্ধতা দূরীকরণ ও পরিবেশ রক্ষায় সবাইকে একসঙ্গে কাজ করতে হবে। সুশীল সমাজের প্রতিনিধিরা আগামীকাল এক মতবিনিময় সভার আয়োজন করেছেন। [410, 1428, 620, 1523]
news-story [932, 990, 1126, 1311]
page-number: ১১ [1447, 109, 1495, 157]
paragraph: অতিরিক্ত মহানগর দায়রা জজ আদালতের বিচারক এ রায় ঘোষণা করেন। রায়ে আসামিকে মৃত্যুদণ্ডের পাশাপাশি এক লাখ টাকা অর্থদণ্ড দেওয়া হয়। রায় ঘোষণার সময় আসামি আদালতে উপস্থিত ছিলেন। পরে তাকে সাজা পরোয়ানা দিয়ে কারাগারে পাঠানো হয়। [630, 574, 922, 636]
paragraph: সমস্ত হবে দুনিয়ার সেরা পীর দিবেন; সময় ছিল চব্বিশ ঘণ্টায় দেশে নতুন শনাক্ত হয়েছেন ২৫০ জন। এ পর্যন্ত টিকা নিয়েছেন অধিকাংশ প্রাপ্তবয়স্ক মানুষ। বুস্টার ডোজ কার্যক্রম চলমান রয়েছে। [630, 973, 922, 1019]
story-body [18, 1398, 398, 1533]
zodiac-sign-text: পুরাতন কাজে হাত দিতে পারেন। জমিজমা সংক্রান্ত সমস্যার সমাধান। [1172, 1361, 1310, 1388]
story-body [18, 935, 398, 1103]
